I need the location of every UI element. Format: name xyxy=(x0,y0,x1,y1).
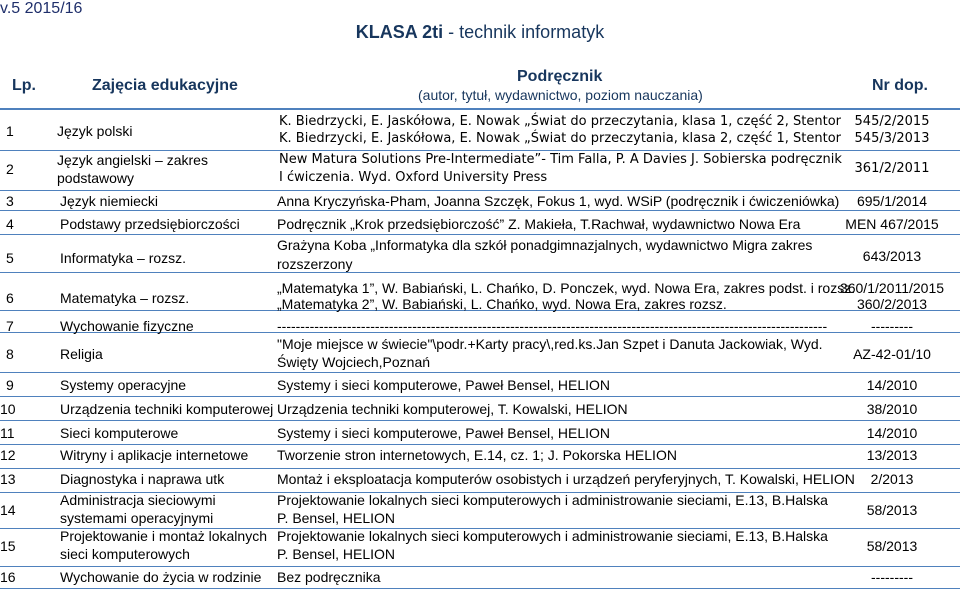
row-divider xyxy=(0,272,960,273)
subject-name: Projektowanie i montaż lokalnych xyxy=(60,528,267,544)
textbook-description: ---------------------------------------------------------------------------------------------------------------------- xyxy=(277,318,828,334)
approval-number: 58/2013 xyxy=(866,538,918,554)
subject-name: Podstawy przedsiębiorczości xyxy=(60,216,240,232)
approval-number: 643/2013 xyxy=(862,248,922,264)
subject-name: Religia xyxy=(60,346,103,362)
row-divider xyxy=(0,210,960,211)
approval-number: 58/2013 xyxy=(866,502,918,518)
textbook-description: Projektowanie lokalnych sieci komputerowych i administrowanie sieciami, E.13, B.Halska xyxy=(277,492,828,508)
textbook-description: Projektowanie lokalnych sieci komputerowych i administrowanie sieciami, E.13, B.Halska xyxy=(277,528,828,544)
approval-number: --------- xyxy=(871,569,913,585)
header-book: Podręcznik xyxy=(517,68,603,85)
row-divider xyxy=(0,234,960,235)
subject-name: Diagnostyka i naprawa utk xyxy=(60,471,225,487)
row-number: 14 xyxy=(0,502,16,518)
textbook-description: K. Biedrzycki, E. Jaskółowa, E. Nowak „Świat do przeczytania, klasa 1, część 2, Stentor xyxy=(279,114,842,129)
row-number: 4 xyxy=(6,216,14,232)
row-divider xyxy=(0,420,960,421)
textbook-description: „Matematyka 2”, W. Babiański, L. Chańko, wyd. Nowa Era, zakres rozsz. xyxy=(277,296,727,312)
approval-number: 14/2010 xyxy=(866,377,918,393)
approval-number: 545/3/2013 xyxy=(854,131,930,146)
row-number: 2 xyxy=(6,161,14,177)
textbook-description: New Matura Solutions Pre-Intermediate”- Tim Falla, P. A Davies J. Sobierska podręcznik xyxy=(279,152,842,167)
class-name: KLASA 2ti xyxy=(355,22,444,42)
row-number: 5 xyxy=(6,250,14,266)
textbook-description: Montaż i eksploatacja komputerów osobistych i urządzeń peryferyjnych, T. Kowalski, HELION xyxy=(277,471,855,487)
header-lp: Lp. xyxy=(12,77,36,94)
header-rule xyxy=(0,108,960,110)
textbook-description: Systemy i sieci komputerowe, Paweł Bensel, HELION xyxy=(277,377,611,393)
row-number: 15 xyxy=(0,538,16,554)
approval-number: 695/1/2014 xyxy=(856,193,928,209)
approval-number: MEN 467/2015 xyxy=(845,216,939,232)
subject-name: Administracja sieciowymi xyxy=(60,492,216,508)
row-divider xyxy=(0,588,960,589)
row-divider xyxy=(0,468,960,469)
row-number: 9 xyxy=(6,377,14,393)
approval-number: 360/1/2011/2015 xyxy=(839,280,945,296)
textbook-description: P. Bensel, HELION xyxy=(277,546,396,562)
subject-name: Sieci komputerowe xyxy=(60,425,179,441)
textbook-description: Systemy i sieci komputerowe, Paweł Bensel, HELION xyxy=(277,425,611,441)
approval-number: AZ-42-01/10 xyxy=(853,346,931,362)
textbook-description: Bez podręcznika xyxy=(277,569,381,585)
approval-number: 13/2013 xyxy=(866,447,918,463)
row-number: 13 xyxy=(0,471,16,487)
subject-name: Matematyka – rozsz. xyxy=(60,290,190,306)
row-number: 8 xyxy=(6,346,14,362)
textbook-description: „Matematyka 1”, W. Babiański, L. Chańko, D. Ponczek, wyd. Nowa Era, zakres podst. i rozsz. xyxy=(277,280,856,296)
approval-number: 360/2/2013 xyxy=(856,296,928,312)
subject-name: Informatyka – rozsz. xyxy=(60,250,187,266)
class-profile: - technik informatyk xyxy=(443,22,605,42)
approval-number: 2/2013 xyxy=(870,471,914,487)
row-number: 11 xyxy=(0,425,15,441)
row-number: 7 xyxy=(6,318,14,334)
row-divider xyxy=(0,444,960,445)
subject-name: Język polski xyxy=(57,123,133,139)
textbook-description: Tworzenie stron internetowych, E.14, cz. 1; J. Pokorska HELION xyxy=(277,447,677,463)
subject-name: systemami operacyjnymi xyxy=(60,510,214,526)
page-title xyxy=(0,22,960,43)
textbook-description: rozszerzony xyxy=(277,256,353,272)
row-divider xyxy=(0,372,960,373)
approval-number: 545/2/2015 xyxy=(854,114,930,129)
subject-name: Wychowanie do życia w rodzinie xyxy=(60,569,262,585)
header-book-subtitle: (autor, tytuł, wydawnictwo, poziom nauczania) xyxy=(418,87,703,103)
subject-name: podstawowy xyxy=(57,170,135,186)
row-number: 12 xyxy=(0,447,16,463)
subject-name: Wychowanie fizyczne xyxy=(60,318,194,334)
row-number: 3 xyxy=(6,193,14,209)
row-divider xyxy=(0,150,960,151)
row-divider xyxy=(0,566,960,567)
approval-number: --------- xyxy=(871,318,913,334)
subject-name: Witryny i aplikacje internetowe xyxy=(60,447,249,463)
approval-number: 38/2010 xyxy=(866,401,918,417)
row-number: 16 xyxy=(0,569,16,585)
textbook-description: Grażyna Koba „Informatyka dla szkół ponadgimnazjalnych, wydawnictwo Migra zakres xyxy=(277,237,813,253)
approval-number: 361/2/2011 xyxy=(854,161,930,176)
subject-name: Urządzenia techniki komputerowej xyxy=(60,401,274,417)
textbook-description: P. Bensel, HELION xyxy=(277,510,396,526)
subject-name: Język angielski – zakres xyxy=(57,152,208,168)
approval-number: 14/2010 xyxy=(866,425,918,441)
textbook-description: K. Biedrzycki, E. Jaskółowa, E. Nowak „Świat do przeczytania, klasa 2, część 1, Stentor xyxy=(279,131,842,146)
row-number: 1 xyxy=(6,123,14,139)
textbook-description: Anna Kryczyńska-Pham, Joanna Szczęk, Fokus 1, wyd. WSiP (podręcznik i ćwiczeniówka) xyxy=(277,193,840,209)
row-number: 6 xyxy=(6,290,14,306)
row-divider xyxy=(0,190,960,191)
row-divider xyxy=(0,396,960,397)
textbook-description: I ćwiczenia. Wyd. Oxford University Press xyxy=(279,170,548,185)
textbook-description: "Moje miejsce w świecie"\podr.+Karty pracy\,red.ks.Jan Szpet i Danuta Jackowiak, Wyd. xyxy=(277,336,823,352)
header-nr: Nr dop. xyxy=(872,77,928,94)
textbook-description: Urządzenia techniki komputerowej, T. Kowalski, HELION xyxy=(277,401,628,417)
header-subject: Zajęcia edukacyjne xyxy=(92,77,238,94)
subject-name: Systemy operacyjne xyxy=(60,377,187,393)
textbook-description: Święty Wojciech,Poznań xyxy=(277,354,431,370)
textbook-description: Podręcznik „Krok przedsiębiorczość” Z. Makieła, T.Rachwał, wydawnictwo Nowa Era xyxy=(277,216,801,232)
subject-name: sieci komputerowych xyxy=(60,546,190,562)
row-number: 10 xyxy=(0,401,16,417)
subject-name: Język niemiecki xyxy=(60,193,159,209)
school-year-label: v.5 2015/16 xyxy=(0,0,83,17)
